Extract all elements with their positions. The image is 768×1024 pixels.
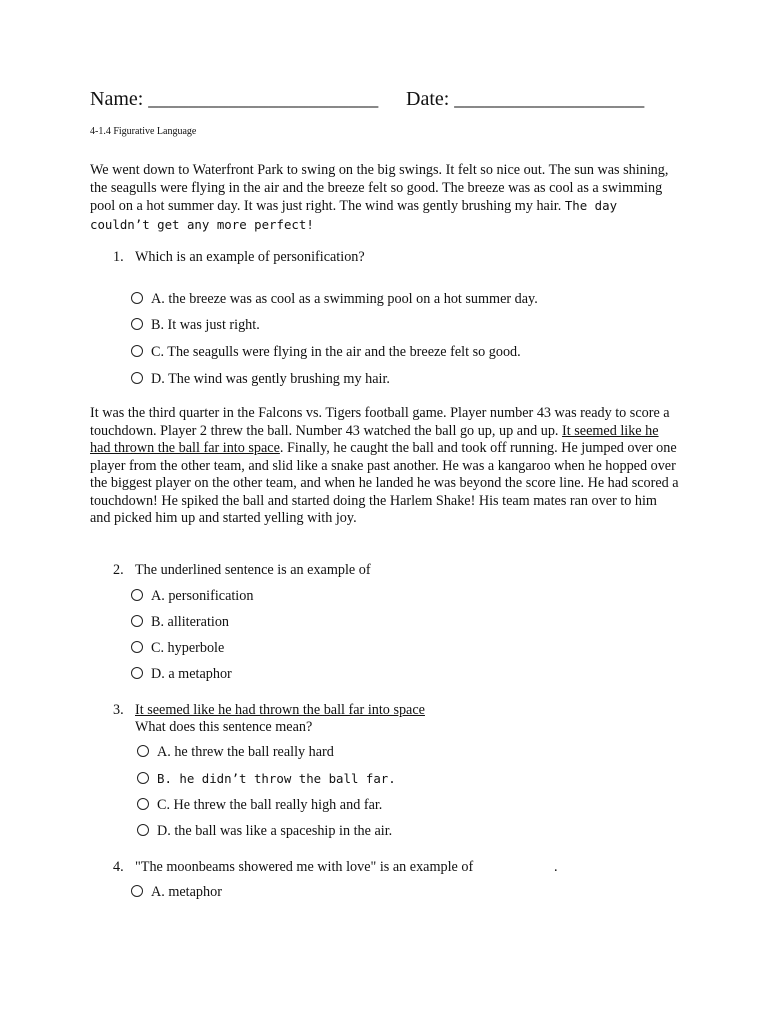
date-field-label: Date: ___________________ [406,88,645,110]
passage-1 [90,162,680,234]
question-1-text: Which is an example of personification? [135,249,365,265]
header-row [90,88,690,116]
option-label: D. The wind was gently brushing my hair. [151,371,390,387]
option-label: B. he didn’t throw the ball far. [157,771,396,786]
question-3-subtext: What does this sentence mean? [135,719,313,735]
radio-button-icon[interactable] [131,345,143,357]
question-3-option-a[interactable] [137,744,334,762]
standard-code: 4-1.4 Figurative Language [90,126,197,137]
radio-button-icon[interactable] [137,824,149,836]
question-3-option-d[interactable] [137,823,392,841]
option-label: C. He threw the ball really high and far. [157,797,383,813]
radio-button-icon[interactable] [131,372,143,384]
radio-button-icon[interactable] [131,318,143,330]
question-3-option-b[interactable] [137,770,396,788]
option-label: C. The seagulls were flying in the air and the breeze felt so good. [151,344,521,360]
radio-button-icon[interactable] [131,615,143,627]
question-2-text: The underlined sentence is an example of [135,562,371,578]
radio-button-icon[interactable] [131,641,143,653]
question-4-number: 4. [113,859,124,875]
radio-button-icon[interactable] [131,667,143,679]
question-1-option-d[interactable] [131,371,390,389]
passage-2 [90,405,680,528]
question-2-option-b[interactable] [131,614,229,632]
passage-2-part-1: It was the third quarter in the Falcons vs. Tigers football game. Player number 43 was ready to score a touchdown. Player 2 threw the ball. Number 43 watched the ball go up, up and up. [90,405,670,439]
radio-button-icon[interactable] [131,589,143,601]
option-label: D. the ball was like a spaceship in the air. [157,823,393,839]
question-4-blank-end: . [554,859,558,875]
question-2-option-c[interactable] [131,640,224,658]
question-4-text: "The moonbeams showered me with love" is an example of [135,859,474,875]
radio-button-icon[interactable] [137,745,149,757]
passage-2-underlined-sentence: It seemed like he had thrown the ball far into space [90,422,659,456]
question-1-number: 1. [113,249,124,265]
radio-button-icon[interactable] [131,885,143,897]
question-2-number: 2. [113,562,124,578]
question-4-option-a[interactable] [131,884,222,902]
option-label: A. personification [151,588,254,604]
option-label: D. a metaphor [151,666,232,682]
question-2-option-a[interactable] [131,588,253,606]
option-label: B. It was just right. [151,317,260,333]
radio-button-icon[interactable] [137,772,149,784]
question-1-option-a[interactable] [131,291,538,309]
question-3-number: 3. [113,702,124,718]
question-3-text: It seemed like he had thrown the ball far into space [135,702,425,718]
question-1-option-b[interactable] [131,317,260,335]
question-2-option-d[interactable] [131,666,232,684]
option-label: A. the breeze was as cool as a swimming pool on a hot summer day. [151,291,538,307]
question-3-option-c[interactable] [137,797,382,815]
option-label: A. he threw the ball really hard [157,744,334,760]
question-1-option-c[interactable] [131,344,521,362]
radio-button-icon[interactable] [137,798,149,810]
name-field-label: Name: _______________________ [90,88,379,110]
radio-button-icon[interactable] [131,292,143,304]
passage-1-last-line: The day couldn’t get any more perfect! [90,198,618,232]
option-label: B. alliteration [151,614,230,630]
option-label: C. hyperbole [151,640,225,656]
option-label: A. metaphor [151,884,222,900]
passage-1-text: We went down to Waterfront Park to swing on the big swings. It felt so nice out. The sun was shining, the seagulls were flying in the air and the breeze felt so good. The breeze was as cool as a swimming pool on a hot summer day. It was just right. The wind was gently brushing my hair. [90,162,669,214]
passage-2-part-2: . Finally, he caught the ball and took off running. He jumped over one player from the other team, and slid like a snake past another. He was a kangaroo when he hopped over the biggest player on the other team, and when he landed he was beyond the score line. He had scored a touchdown! He spiked the ball and started doing the Harlem Shake! His team mates ran over to him and picked him up and started yelling with joy. [90,440,679,526]
